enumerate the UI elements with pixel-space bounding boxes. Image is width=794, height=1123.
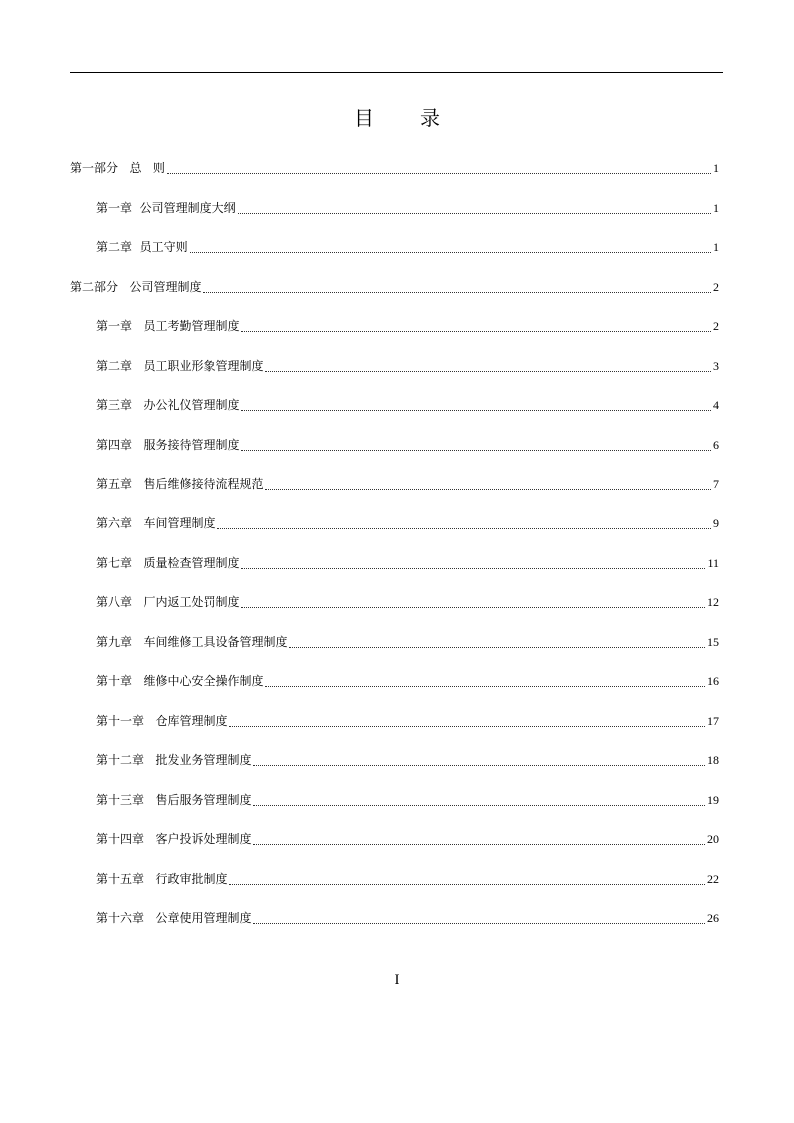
toc-entry[interactable] [96,317,719,335]
toc-entry[interactable] [70,278,719,296]
toc-title-char-2: 录 [420,106,440,130]
toc-entry-label: 第十六章 公章使用管理制度 [96,911,252,925]
toc-entry-label: 第八章 厂内返工处罚制度 [96,595,240,609]
toc-entry-page: 11 [707,556,719,570]
toc-leader-dots [241,409,711,411]
toc-entry[interactable] [70,159,719,177]
toc-leader-dots [229,725,705,727]
toc-leader-dots [241,567,705,569]
toc-entry-page: 12 [707,595,719,609]
toc-entry[interactable] [96,357,719,375]
toc-entry-page: 2 [713,280,719,294]
toc-leader-dots [167,172,711,174]
page-number: I [394,972,400,988]
toc-entry-page: 17 [707,714,719,728]
toc-entry[interactable] [96,514,719,532]
toc-entry[interactable] [96,199,719,217]
toc-entry-label: 第十四章 客户投诉处理制度 [96,832,252,846]
toc-entry-label: 第九章 车间维修工具设备管理制度 [96,635,288,649]
toc-entry-label: 第二章 员工守则 [96,240,188,254]
toc-leader-dots [253,843,705,845]
toc-entry-page: 16 [707,674,719,688]
toc-entry[interactable] [96,751,719,769]
toc-entry-label: 第一章 公司管理制度大纲 [96,201,236,215]
toc-leader-dots [241,330,711,332]
toc-leader-dots [203,291,711,293]
toc-entry[interactable] [96,672,719,690]
toc-entry-label: 第一章 员工考勤管理制度 [96,319,240,333]
toc-leader-dots [229,883,705,885]
toc-entry-label: 第十章 维修中心安全操作制度 [96,674,264,688]
toc-entry-page: 6 [713,438,719,452]
toc-entry-label: 第十五章 行政审批制度 [96,872,228,886]
toc-entry-page: 9 [713,516,719,530]
toc-entry-page: 7 [713,477,719,491]
toc-leader-dots [253,922,705,924]
toc-entry-label: 第三章 办公礼仪管理制度 [96,398,240,412]
toc-entry-page: 19 [707,793,719,807]
toc-entry[interactable] [96,870,719,888]
toc-entry-label: 第十三章 售后服务管理制度 [96,793,252,807]
toc-entry-label: 第五章 售后维修接待流程规范 [96,477,264,491]
toc-entry-label: 第十一章 仓库管理制度 [96,714,228,728]
toc-leader-dots [238,212,711,214]
toc-entry-page: 18 [707,753,719,767]
toc-leader-dots [217,527,711,529]
toc-leader-dots [253,804,705,806]
toc-entry-page: 1 [713,240,719,254]
toc-entry[interactable] [96,791,719,809]
toc-leader-dots [265,685,705,687]
toc-entry-label: 第十二章 批发业务管理制度 [96,753,252,767]
toc-entry[interactable] [96,830,719,848]
toc-leader-dots [241,606,705,608]
toc-entry-page: 26 [707,911,719,925]
toc-entry[interactable] [96,593,719,611]
toc-entry[interactable] [96,238,719,256]
toc-entry[interactable] [96,909,719,927]
toc-title-char-1: 目 [354,106,374,130]
toc-entry-page: 15 [707,635,719,649]
toc-entry[interactable] [96,633,719,651]
toc-entry[interactable] [96,554,719,572]
toc-entry[interactable] [96,712,719,730]
toc-entry-page: 4 [713,398,719,412]
toc-entry[interactable] [96,396,719,414]
toc-entry-page: 22 [707,872,719,886]
toc-leader-dots [241,449,711,451]
toc-leader-dots [289,646,705,648]
toc-entry-label: 第七章 质量检查管理制度 [96,556,240,570]
toc-entry-label: 第二章 员工职业形象管理制度 [96,359,264,373]
toc-leader-dots [253,764,705,766]
toc-entry-page: 1 [713,161,719,175]
toc-entry[interactable] [96,475,719,493]
toc-leader-dots [190,251,711,253]
toc-entry-label: 第六章 车间管理制度 [96,516,216,530]
toc-entry-page: 1 [713,201,719,215]
toc-entry-label: 第二部分 公司管理制度 [70,280,202,294]
toc-entry[interactable] [96,436,719,454]
toc-entry-page: 3 [713,359,719,373]
toc-entry-label: 第四章 服务接待管理制度 [96,438,240,452]
toc-leader-dots [265,370,711,372]
toc-leader-dots [265,488,711,490]
toc-entry-page: 20 [707,832,719,846]
toc-entry-label: 第一部分 总 则 [70,161,165,175]
toc-entry-page: 2 [713,319,719,333]
